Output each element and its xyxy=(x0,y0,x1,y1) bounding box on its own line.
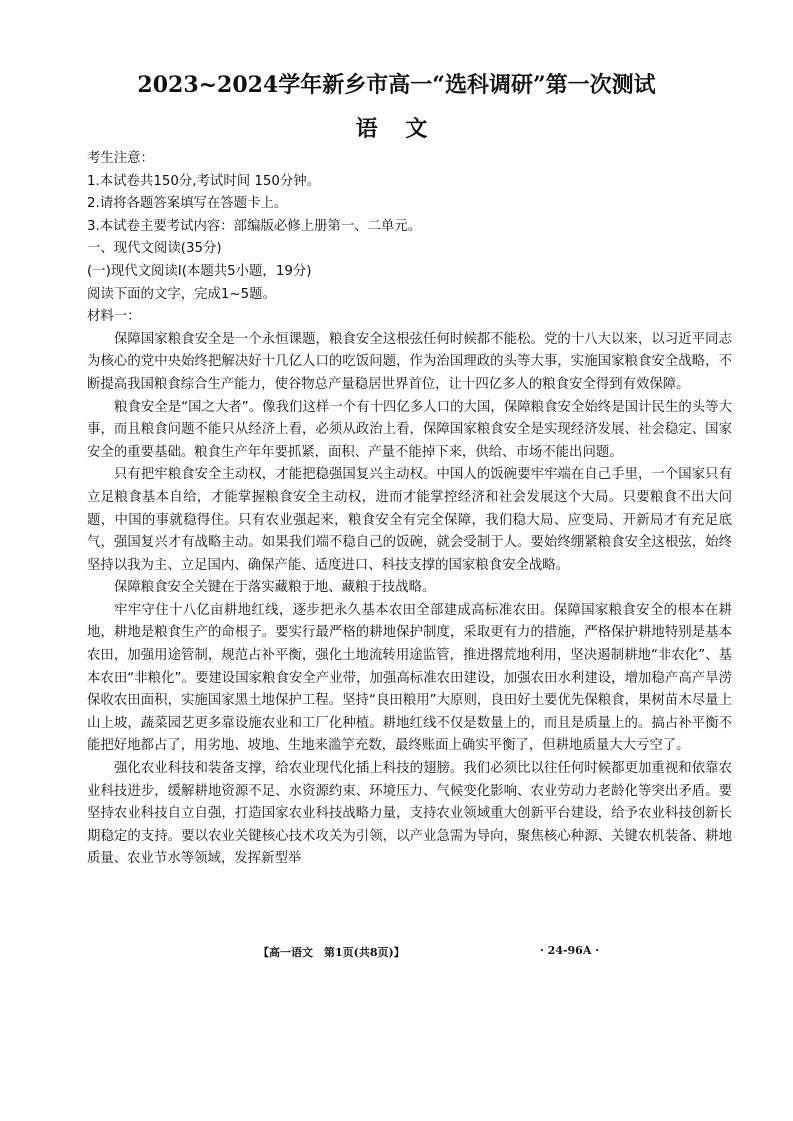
exam-body xyxy=(87,148,732,871)
paragraph-1: 保障国家粮食安全是一个永恒课题，粮食安全这根弦任何时候都不能松。党的十八大以来，以习近平同志为核心的党中央始终把解决好十几亿人口的吃饭问题，作为治国理政的头等大事，实施国家粮食安全战略，不断提高我国粮食综合生产能力，使谷物总产量稳居世界首位，让十四亿多人的粮食安全得到有效保障。 xyxy=(87,331,732,392)
notice-heading: 考生注意： xyxy=(87,151,154,166)
footer-page-info: 【高一语文 第1页(共8页)】 xyxy=(258,946,405,959)
section-heading: 一、现代文阅读(35分) xyxy=(87,241,222,257)
paragraph-5: 牢牢守住十八亿亩耕地红线，逐步把永久基本农田全部建成高标准农田。保障国家粮食安全的根本在耕地，耕地是粮食生产的命根子。要实行最严格的耕地保护制度，采取更有力的措施，严格保护耕地特别是基本农田，加强用途管制，规范占补平衡，强化土地流转用途监管，推进撂荒地利用，坚决遏制耕地“非农化”、基本农田“非粮化”。要建设国家粮食安全产业带，加强高标准农田建设，加强农田水利建设，增加稳产高产旱涝保收农田面积，实施国家黑土地保护工程。坚持“良田粮用”大原则，良田好土要优先保粮食，果树苗木尽量上山上坡，蔬菜园艺更多靠设施农业和工厂化种植。耕地红线不仅是数量上的，而且是质量上的。搞占补平衡不能把好地都占了，用劣地、坡地、生地来滥竽充数，最终账面上确实平衡了，但耕地质量大大亏空了。 xyxy=(87,602,732,754)
paragraph-6: 强化农业科技和装备支撑，给农业现代化插上科技的翅膀。我们必须比以往任何时候都更加重视和依靠农业科技进步，缓解耕地资源不足、水资源约束、环境压力、气候变化影响、农业劳动力老龄化等突出矛盾。要坚持农业科技自立自强，打造国家农业科技战略力量，支持农业领域重大创新平台建设，给予农业科技创新长期稳定的支持。要以农业关键核心技术攻关为引领，以产业急需为导向，聚焦核心种源、关键农机装备、耕地质量、农业节水等领域，发挥新型举 xyxy=(87,761,732,867)
subsection-heading: (一)现代文阅读Ⅰ(本题共5小题，19分) xyxy=(87,263,312,279)
notice-item-3: 3.本试卷主要考试内容：部编版必修上册第一、二单元。 xyxy=(87,218,422,234)
notice-item-2: 2.请将各题答案填写在答题卡上。 xyxy=(87,196,288,212)
notice-item-1: 1.本试卷共150分,考试时间 150分钟。 xyxy=(87,173,321,189)
material-label: 材料一： xyxy=(87,309,141,325)
paragraph-3: 只有把牢粮食安全主动权，才能把稳强国复兴主动权。中国人的饭碗要牢牢端在自己手里，一个国家只有立足粮食基本自给，才能掌握粮食安全主动权，进而才能掌控经济和社会发展这个大局。只要粮食不出大问题，中国的事就稳得住。只有农业强起来，粮食安全有完全保障，我们稳大局、应变局、开新局才有充足底气，强国复兴才有战略主动。如果我们端不稳自己的饭碗，就会受制于人。要始终绷紧粮食安全这根弦，始终坚持以我为主、立足国内、确保产能、适度进口、科技支撑的国家粮食安全战略。 xyxy=(87,467,732,573)
exam-title: 2023~2024学年新乡市高一“选科调研”第一次测试 xyxy=(137,72,656,98)
paragraph-4: 保障粮食安全关键在于落实藏粮于地、藏粮于技战略。 xyxy=(114,580,436,596)
reading-instruction: 阅读下面的文字，完成1~5题。 xyxy=(87,286,276,302)
subject-title: 语 文 xyxy=(355,116,438,142)
footer-code: · 24-96A · xyxy=(540,944,600,957)
paragraph-2: 粮食安全是“国之大者”。像我们这样一个有十四亿多人口的大国，保障粮食安全始终是国计民生的头等大事，而且粮食问题不能只从经济上看，必须从政治上看，保障国家粮食安全是实现经济发展、社会稳定、国家安全的重要基础。粮食生产年年要抓紧，面积、产量不能掉下来，供给、市场不能出问题。 xyxy=(87,399,732,460)
